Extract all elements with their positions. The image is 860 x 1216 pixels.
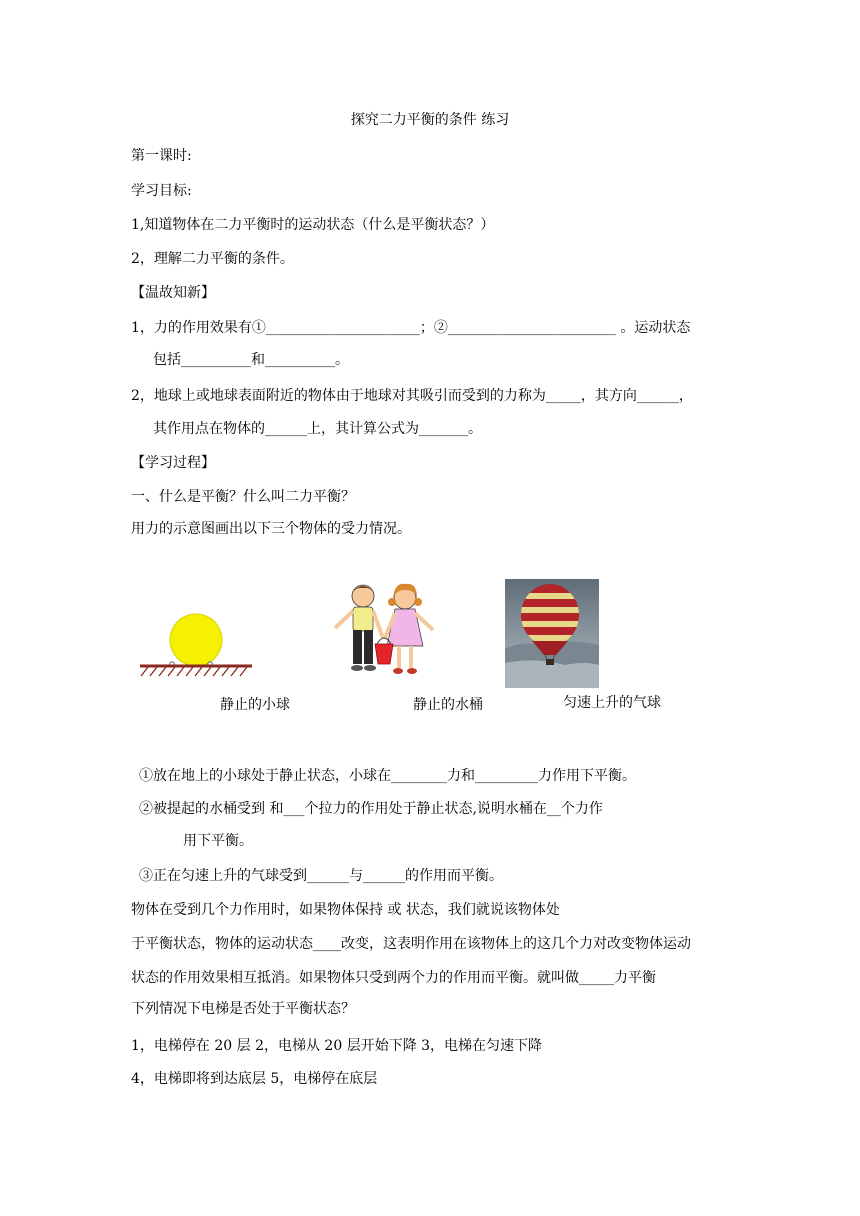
paragraph-line: 物体在受到几个力作用时，如果物体保持 或 状态，我们就说该物体处 <box>131 902 560 918</box>
review-line: 包括__________和__________。 <box>153 352 349 368</box>
page-title: 探究二力平衡的条件 练习 <box>350 112 510 128</box>
objectives-heading: 学习目标: <box>131 183 192 199</box>
paragraph-line: 下列情况下电梯是否处于平衡状态？ <box>131 1001 355 1017</box>
question-item: 用下平衡。 <box>183 833 253 849</box>
elevator-cases: 4，电梯即将到达底层 5，电梯停在底层 <box>131 1071 378 1087</box>
question-item: ①放在地上的小球处于静止状态，小球在________力和_________力作用下平衡。 <box>139 768 636 784</box>
question-item: ③正在匀速上升的气球受到______与______的作用而平衡。 <box>139 868 503 884</box>
paragraph-line: 于平衡状态，物体的运动状态____改变，这表明作用在该物体上的这几个力对改变物体运动 <box>131 936 691 952</box>
bucket <box>375 644 393 664</box>
review-line: 其作用点在物体的______上，其计算公式为_______。 <box>153 421 482 437</box>
objective-item: 2，理解二力平衡的条件。 <box>131 251 294 267</box>
question-item: ②被提起的水桶受到 和___个拉力的作用处于静止状态,说明水桶在__个力作 <box>139 801 603 817</box>
bucket-figure <box>329 578 439 688</box>
balloon-figure <box>505 579 599 688</box>
review-line: 1，力的作用效果有①______________________；②________________________ 。运动状态 <box>131 320 691 336</box>
ball-caption: 静止的小球 <box>220 697 290 713</box>
process-heading: 【学习过程】 <box>131 455 215 471</box>
section-heading: 一、什么是平衡？什么叫二力平衡？ <box>131 489 355 505</box>
elevator-cases: 1，电梯停在 20 层 2，电梯从 20 层开始下降 3，电梯在匀速下降 <box>131 1038 543 1054</box>
balloon-basket <box>546 659 554 665</box>
paragraph-line: 状态的作用效果相互抵消。如果物体只受到两个力的作用而平衡。就叫做_____力平衡 <box>131 970 656 986</box>
instruction: 用力的示意图画出以下三个物体的受力情况。 <box>131 521 411 537</box>
review-heading: 【温故知新】 <box>131 285 215 301</box>
ball-figure <box>138 610 258 682</box>
ball <box>170 614 222 666</box>
bucket-caption: 静止的水桶 <box>413 697 483 713</box>
lesson-label: 第一课时: <box>131 148 192 164</box>
balloon-caption: 匀速上升的气球 <box>563 695 661 711</box>
objective-item: 1,知道物体在二力平衡时的运动状态（什么是平衡状态？） <box>131 217 495 233</box>
review-line: 2，地球上或地球表面附近的物体由于地球对其吸引而受到的力称为_____，其方向______， <box>131 388 693 404</box>
